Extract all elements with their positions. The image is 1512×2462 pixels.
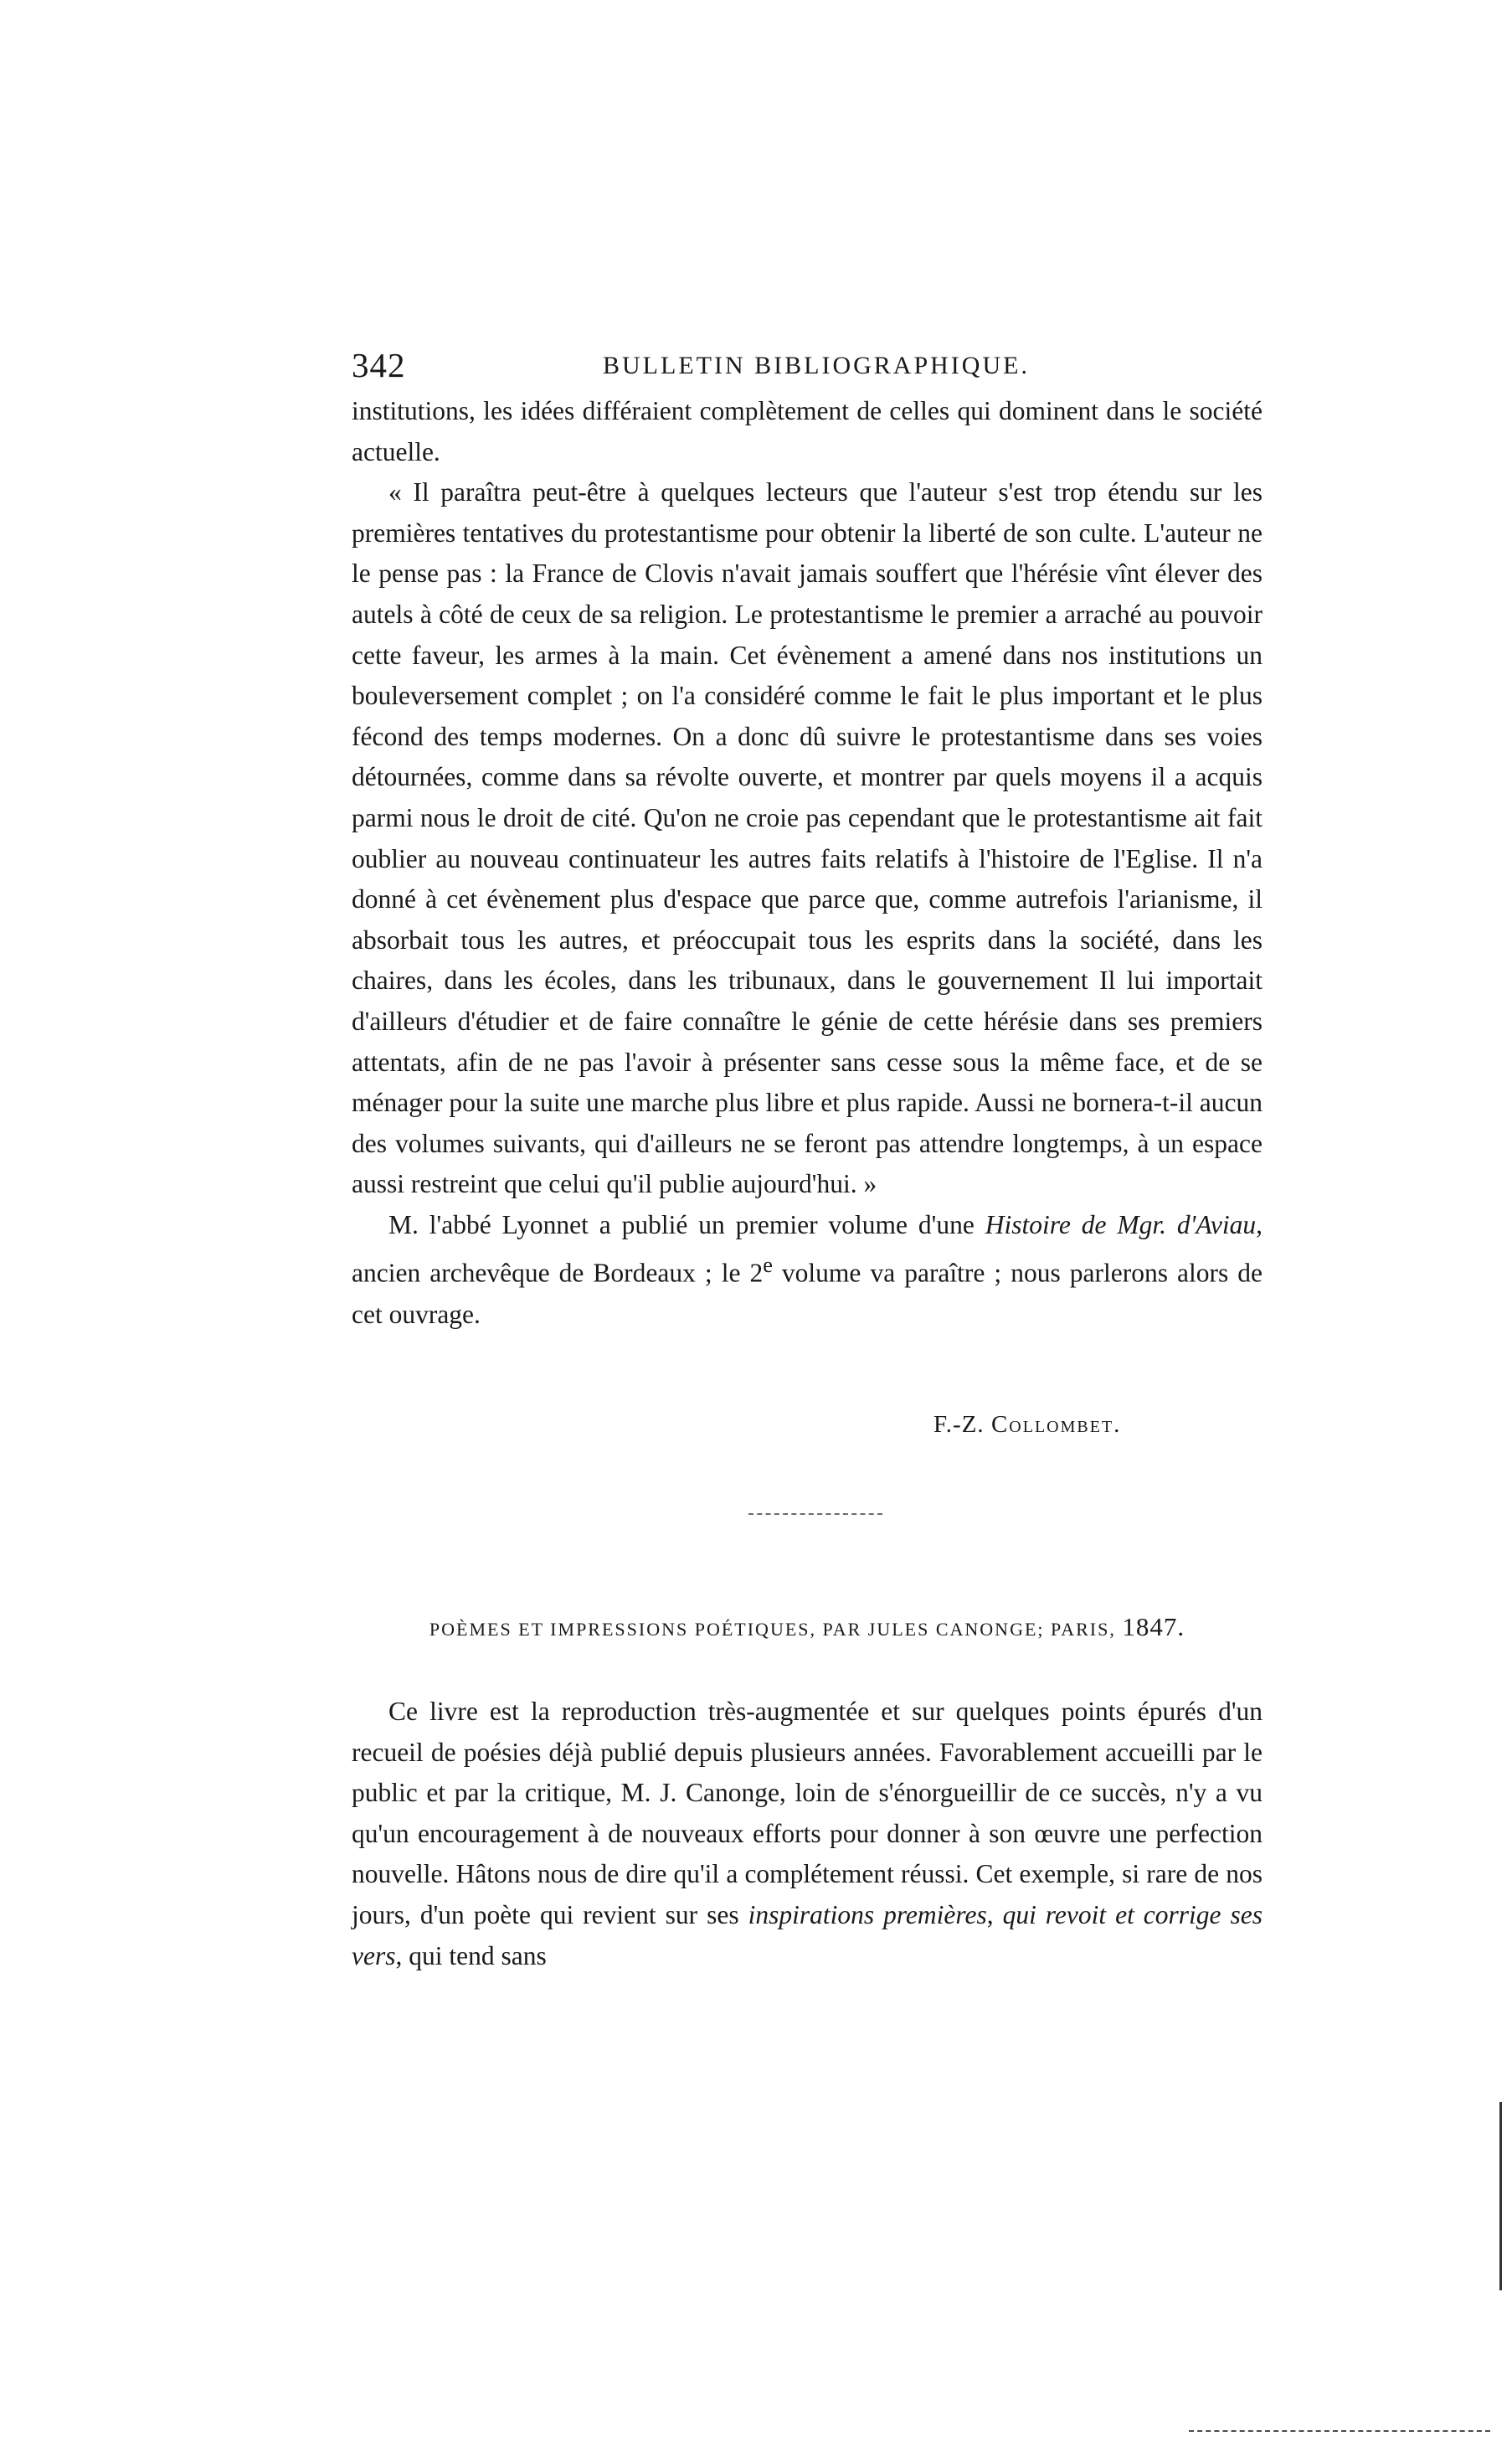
canonge-text-3: , qui tend sans — [395, 1940, 547, 1970]
scan-bottom-marks — [1189, 2430, 1490, 2432]
review-title — [352, 1612, 1263, 1642]
scan-edge-mark — [1499, 2102, 1502, 2290]
closing-text-2: , ancien archevêque de Bordeaux ; le 2 — [352, 1209, 1263, 1288]
page-header — [352, 345, 1277, 387]
running-head: BULLETIN BIBLIOGRAPHIQUE. — [603, 352, 1030, 379]
canonge-italic-1: inspirations premières — [748, 1899, 987, 1929]
paragraph-closing — [352, 1205, 1263, 1335]
review-lyonnet — [352, 391, 1263, 1335]
closing-text-3: volume va paraître ; nous parlerons alors de cet ouvrage. — [352, 1258, 1263, 1329]
review-canonge — [352, 1692, 1263, 1976]
paragraph-quotation: « Il paraîtra peut-être à quelques lecteurs que l'auteur s'est trop étendu sur les premières tentatives du protestantisme pour obtenir la liberté de son culte. L'auteur ne le pense pas : la France de Clovis n'avait jamais souffert que l'hérésie vînt élever des autels à côté de ceux de sa religion. Le protestantisme le premier a arraché au pouvoir cette faveur, les armes à la main. Cet évènement a amené dans nos institutions un bouleversement complet ; on l'a considéré comme le fait le plus important et le plus fécond des temps modernes. On a donc dû suivre le protestantisme dans ses voies détournées, comme dans sa révolte ouverte, et montrer par quels moyens il a acquis parmi nous le droit de cité. Qu'on ne croie pas cependant que le protestantisme ait fait oublier au nouveau continuateur les autres faits relatifs à l'histoire de l'Eglise. Il n'a donné à cet évènement plus d'espace que parce que, comme autrefois l'arianisme, il absorbait tous les autres, et préoccupait tous les esprits dans la société, dans les chaires, dans les écoles, dans les tribunaux, dans le gouvernement Il lui importait d'ailleurs d'étudier et de faire connaître le génie de cette hérésie dans ses premiers attentats, afin de ne pas l'avoir à présenter sans cesse sous la même face, et de se ménager pour la suite une marche plus libre et plus rapide. Aussi ne bornera-t-il aucun des volumes suivants, qui d'ailleurs ne se feront pas attendre longtemps, à un espace aussi restreint que celui qu'il publie aujourd'hui. » — [352, 477, 1263, 1199]
page-number: 342 — [352, 346, 406, 384]
paragraph-continuation: institutions, les idées différaient complètement de celles qui dominent dans le société actuelle. — [352, 396, 1263, 466]
closing-text-1: M. l'abbé Lyonnet a publié un premier volume d'une — [388, 1209, 985, 1239]
review-title-text: POÈMES ET IMPRESSIONS POÉTIQUES, PAR JULES CANONGE; PARIS, — [429, 1619, 1123, 1640]
paragraph-canonge — [352, 1692, 1263, 1976]
canonge-text-1: Ce livre est la reproduction très-augmentée et sur quelques points épurés d'un recueil de poésies déjà publié depuis plusieurs années. Favorablement accueilli par le public et par la critique, M. J. Canonge, loin de s'énorgueillir de ce succès, n'y a vu qu'un encouragement à de nouveaux efforts pour donner à son œuvre une perfection nouvelle. Hâtons nous de dire qu'il a complétement réussi. Cet exemple, si rare de nos jours, d'un poète qui revient sur ses — [352, 1697, 1263, 1929]
review-title-year: 1847. — [1122, 1612, 1185, 1641]
ordinal-suffix: e — [763, 1253, 773, 1278]
signature-initials: F.-Z. — [933, 1411, 991, 1438]
canonge-text-2: , — [986, 1899, 1003, 1929]
signature-surname: Collombet. — [990, 1411, 1122, 1438]
work-title: Histoire de Mgr. d'Aviau — [985, 1209, 1257, 1239]
canonge-italic-2: qui revoit et corrige ses vers — [352, 1899, 1263, 1970]
signature — [933, 1411, 1121, 1439]
section-separator — [748, 1513, 882, 1515]
